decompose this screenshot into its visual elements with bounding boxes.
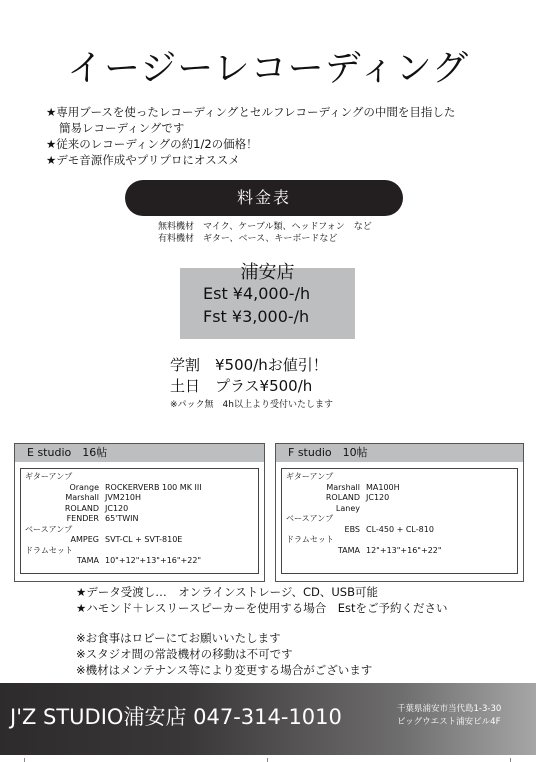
equipment-category: ドラムセット: [286, 535, 334, 544]
equipment-category: ベースアンプ: [286, 514, 334, 523]
crop-mark: [510, 758, 511, 762]
note-line: ★データ受渡し… オンラインストレージ、CD、USB可能: [76, 585, 378, 599]
equipment-model: JC120: [366, 493, 390, 502]
f-studio-panel: [275, 443, 524, 582]
equipment-model: 12"+13"+16"+22": [366, 545, 442, 555]
e-studio-panel: [14, 443, 265, 582]
e-studio-equipment: [20, 468, 259, 574]
page-title: イージーレコーディング: [67, 48, 469, 89]
equipment-category: ギターアンプ: [286, 472, 334, 481]
note-line: ※スタジオ間の常設機材の移動は不可です: [76, 647, 293, 661]
price-table-header: 料金表: [125, 180, 403, 216]
equipment-row: [25, 483, 252, 494]
crop-mark: [267, 758, 268, 762]
equipment-model: JC120: [105, 503, 129, 513]
equipment-row: [25, 556, 252, 567]
equipment-category: ドラムセット: [25, 545, 73, 555]
pack-note: ※パック無 4h以上より受付いたします: [170, 400, 333, 410]
note-line: ※機材はメンテナンス等により変更する場合がございます: [76, 663, 373, 677]
equipment-row: [286, 472, 511, 483]
equipment-model: [360, 504, 366, 513]
intro-line: 簡易レコーディングです: [59, 121, 185, 135]
equipment-category: ベースアンプ: [25, 524, 73, 534]
intro-list: [46, 104, 455, 168]
f-studio-title: F studio 10帖: [276, 444, 523, 462]
equipment-model: JVM210H: [105, 493, 142, 502]
equipment-row: [25, 493, 252, 504]
equipment-model: CL-450 + CL-810: [366, 524, 434, 534]
f-studio-equipment: [281, 468, 518, 574]
footer-bar: [0, 683, 536, 755]
e-studio-title: E studio 16帖: [15, 444, 264, 462]
equipment-row: [286, 493, 511, 504]
equipment-row: [25, 514, 252, 525]
equipment-brand: EBS: [344, 524, 360, 534]
intro-line: ★デモ音源作成やプリプロにオススメ: [46, 153, 240, 167]
equipment-model: MA100H: [366, 482, 400, 492]
feature-notes: [76, 584, 447, 616]
equipment-brand: Marshall: [326, 482, 360, 492]
equipment-line: 無料機材 マイク、ケーブル類、ヘッドフォン など: [158, 222, 372, 232]
equipment-row: [25, 525, 252, 536]
equipment-brand: TAMA: [76, 556, 99, 565]
equipment-row: [286, 504, 511, 515]
equipment-brand: Orange: [69, 482, 99, 492]
footer-address: [397, 703, 501, 729]
equipment-brand: ROLAND: [64, 503, 99, 513]
equipment-row: [25, 504, 252, 515]
equipment-model: ROCKERVERB 100 MK III: [105, 482, 202, 492]
equipment-row: [286, 546, 511, 557]
discount-line: 土日 プラス¥500/h: [170, 377, 313, 395]
store-name: 浦安店: [240, 262, 295, 283]
caution-notes: [76, 630, 372, 678]
equipment-brand: FENDER: [66, 514, 99, 523]
equipment-info: [158, 221, 372, 245]
footer-studio-name: J'Z STUDIO浦安店 047-314-1010: [10, 705, 342, 729]
equipment-row: [25, 535, 252, 546]
equipment-model: 65'TWIN: [105, 514, 139, 523]
address-line: ビッグウエスト浦安ビル4F: [397, 717, 501, 727]
equipment-row: [25, 472, 252, 483]
equipment-row: [286, 535, 511, 546]
note-line: ★ハモンド＋レスリースピーカーを使用する場合 Estをご予約ください: [76, 601, 448, 615]
discount-info: [170, 355, 328, 397]
note-line: ※お食事はロビーにてお願いいたします: [76, 631, 281, 645]
discount-line: 学割 ¥500/hお値引！: [170, 356, 328, 374]
equipment-category: ギターアンプ: [25, 472, 73, 481]
price-f-studio: Fst ¥3,000-/h: [203, 307, 310, 326]
intro-line: ★専用ブースを使ったレコーディングとセルフレコーディングの中間を目指した: [46, 105, 456, 119]
equipment-brand: Laney: [335, 503, 360, 513]
intro-line: ★従来のレコーディングの約1/2の価格！: [46, 137, 258, 151]
equipment-line: 有料機材 ギター、ベース、キーボードなど: [158, 234, 338, 244]
equipment-brand: ROLAND: [325, 493, 360, 502]
equipment-row: [286, 525, 511, 536]
equipment-row: [286, 514, 511, 525]
crop-mark: [24, 758, 25, 762]
crop-marks: [0, 756, 536, 762]
equipment-row: [25, 546, 252, 557]
price-e-studio: Est ¥4,000-/h: [203, 284, 311, 303]
equipment-brand: Marshall: [65, 493, 99, 502]
equipment-model: SVT-CL + SVT-810E: [105, 535, 183, 544]
equipment-brand: AMPEG: [70, 535, 99, 544]
equipment-row: [286, 483, 511, 494]
equipment-brand: TAMA: [337, 545, 360, 555]
address-line: 千葉県浦安市当代島1-3-30: [397, 704, 502, 714]
equipment-model: 10"+12"+13"+16"+22": [105, 556, 202, 565]
